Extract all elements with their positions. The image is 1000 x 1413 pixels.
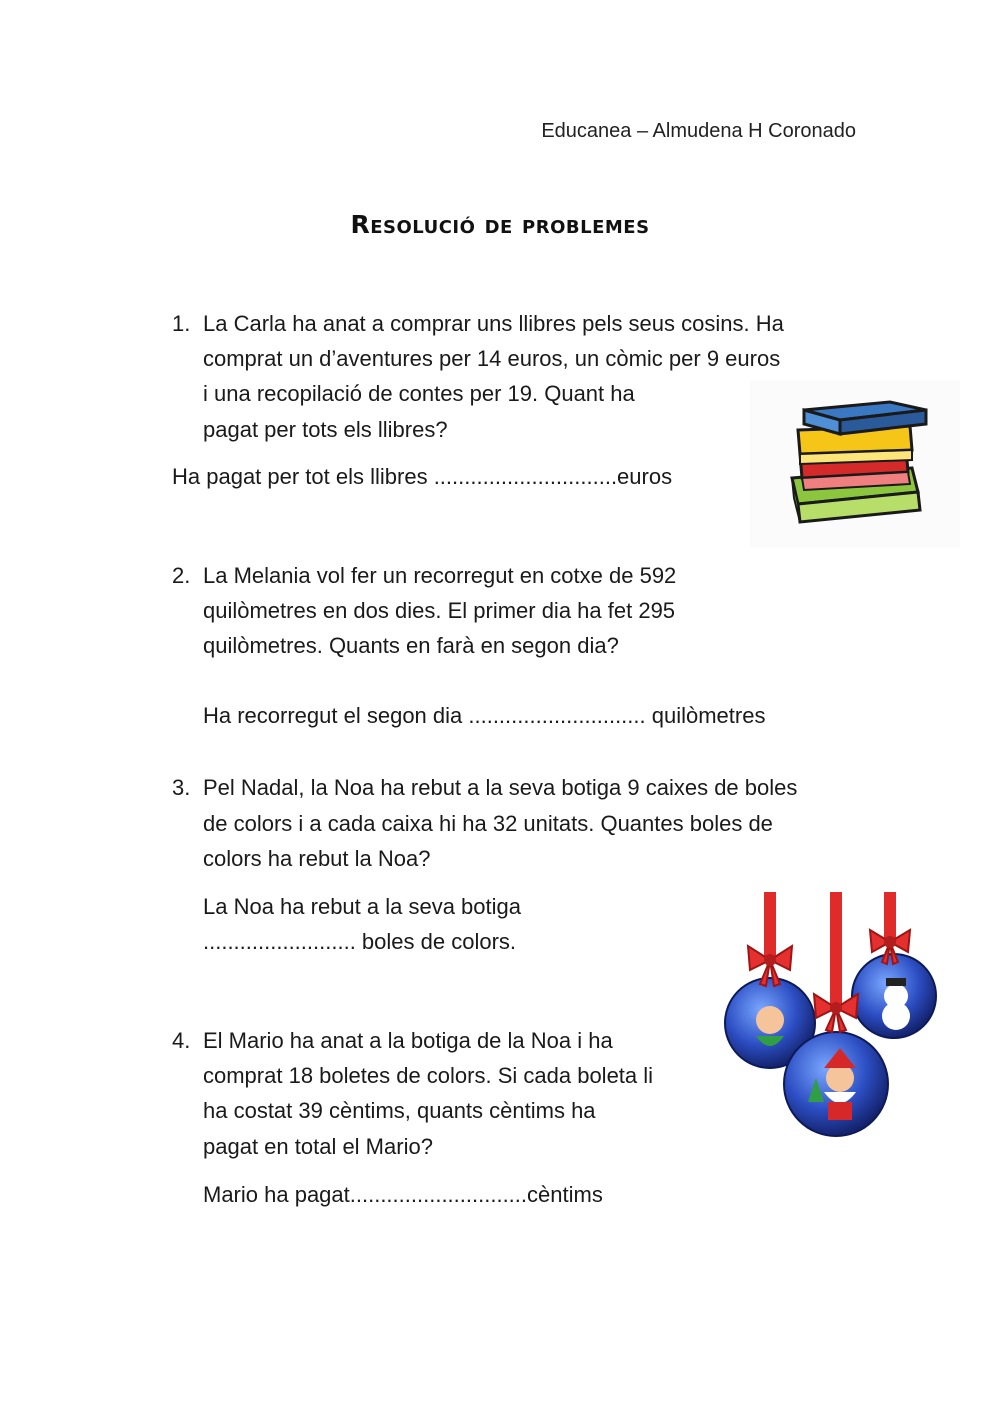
question-line: quilòmetres. Quants en farà en segon dia? bbox=[203, 633, 619, 658]
question-line: El Mario ha anat a la botiga de la Noa i ha bbox=[203, 1028, 613, 1053]
question-line: Pel Nadal, la Noa ha rebut a la seva botiga 9 caixes de boles bbox=[203, 775, 798, 800]
question-line: ha costat 39 cèntims, quants cèntims ha bbox=[203, 1098, 596, 1123]
page-title: Resolució de problemes bbox=[350, 210, 650, 239]
question-line: comprat 18 boletes de colors. Si cada boleta li bbox=[203, 1063, 654, 1088]
question-line: colors ha rebut la Noa? bbox=[203, 846, 431, 871]
problem-number: 1. bbox=[172, 311, 191, 336]
question-line: comprat un d’aventures per 14 euros, un còmic per 9 euros bbox=[203, 346, 781, 371]
question-line: pagat en total el Mario? bbox=[203, 1134, 433, 1159]
author-credit: Educanea – Almudena H Coronado bbox=[541, 120, 856, 142]
question-line: La Melania vol fer un recorregut en cotxe de 592 bbox=[203, 563, 677, 588]
christmas-ornaments-illustration bbox=[716, 888, 956, 1158]
answer-line-3b[interactable]: ......................... boles de colors. bbox=[203, 929, 517, 954]
problem-number: 4. bbox=[172, 1028, 191, 1053]
answer-line-3a: La Noa ha rebut a la seva botiga bbox=[203, 894, 522, 919]
question-line: pagat per tots els llibres? bbox=[203, 417, 448, 442]
answer-line-1[interactable]: Ha pagat per tot els llibres ..............................euros bbox=[172, 464, 673, 489]
question-line: La Carla ha anat a comprar uns llibres pels seus cosins. Ha bbox=[203, 311, 784, 336]
problem-number: 2. bbox=[172, 563, 191, 588]
problem-number: 3. bbox=[172, 775, 191, 800]
answer-line-4[interactable]: Mario ha pagat.............................cèntims bbox=[203, 1182, 603, 1207]
question-line: i una recopilació de contes per 19. Quant ha bbox=[203, 381, 635, 406]
question-line: quilòmetres en dos dies. El primer dia ha fet 295 bbox=[203, 598, 676, 623]
answer-line-2[interactable]: Ha recorregut el segon dia ............................. quilòmetres bbox=[203, 703, 766, 728]
question-line: de colors i a cada caixa hi ha 32 unitats. Quantes boles de bbox=[203, 811, 773, 836]
books-illustration bbox=[750, 380, 960, 548]
